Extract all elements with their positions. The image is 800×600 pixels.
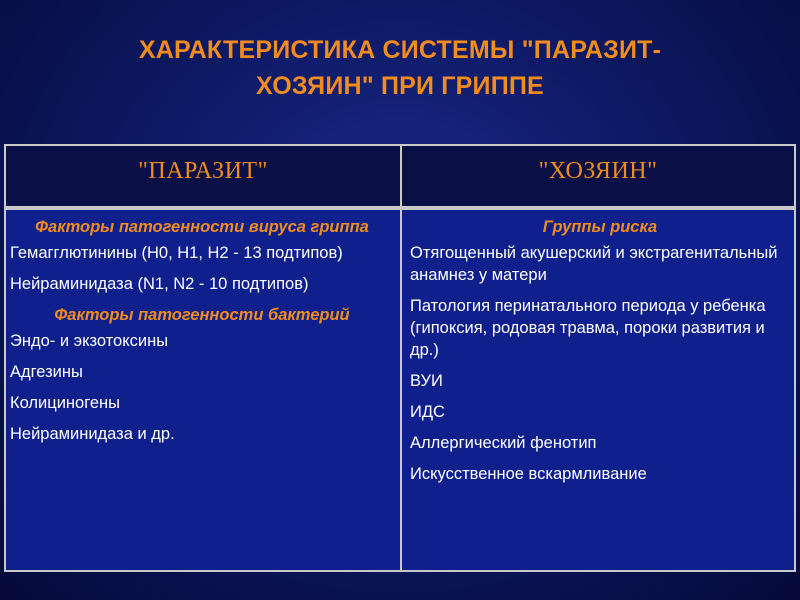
list-item: Патология перинатального периода у ребенка (гипоксия, родовая травма, пороки развития и др.)	[410, 297, 766, 359]
virus-factors-heading: Факторы патогенности вируса гриппа	[35, 218, 369, 236]
title-line-1: ХАРАКТЕРИСТИКА СИСТЕМЫ "ПАРАЗИТ-	[138, 36, 662, 64]
list-item: Нейраминидаза и др.	[10, 425, 175, 443]
list-item: Гемагглютинины (H0, H1, H2 - 13 подтипов)	[10, 244, 343, 262]
list-item: ВУИ	[410, 372, 443, 390]
list-item: Колициногены	[10, 394, 121, 412]
list-item: ИДС	[410, 403, 445, 421]
bacteria-factors-heading: Факторы патогенности бактерий	[54, 306, 350, 324]
risk-groups-heading: Группы риска	[542, 218, 658, 236]
list-item: Адгезины	[10, 363, 83, 381]
header-host: "ХОЗЯИН"	[538, 158, 658, 184]
host-column	[410, 216, 790, 494]
list-item: Отягощенный акушерский и экстрагенитальный анамнез у матери	[410, 244, 778, 284]
column-divider	[400, 146, 402, 570]
list-item: Искусственное вскармливание	[410, 465, 647, 483]
title-line-2: ХОЗЯИН" ПРИ ГРИППЕ	[256, 72, 544, 100]
parasite-column	[10, 216, 394, 454]
comparison-table	[4, 144, 796, 572]
list-item: Нейраминидаза (N1, N2 - 10 подтипов)	[10, 275, 309, 293]
slide-title	[40, 32, 760, 104]
list-item: Эндо- и экзотоксины	[10, 332, 169, 350]
header-parasite: "ПАРАЗИТ"	[138, 158, 268, 184]
list-item: Аллергический фенотип	[410, 434, 597, 452]
